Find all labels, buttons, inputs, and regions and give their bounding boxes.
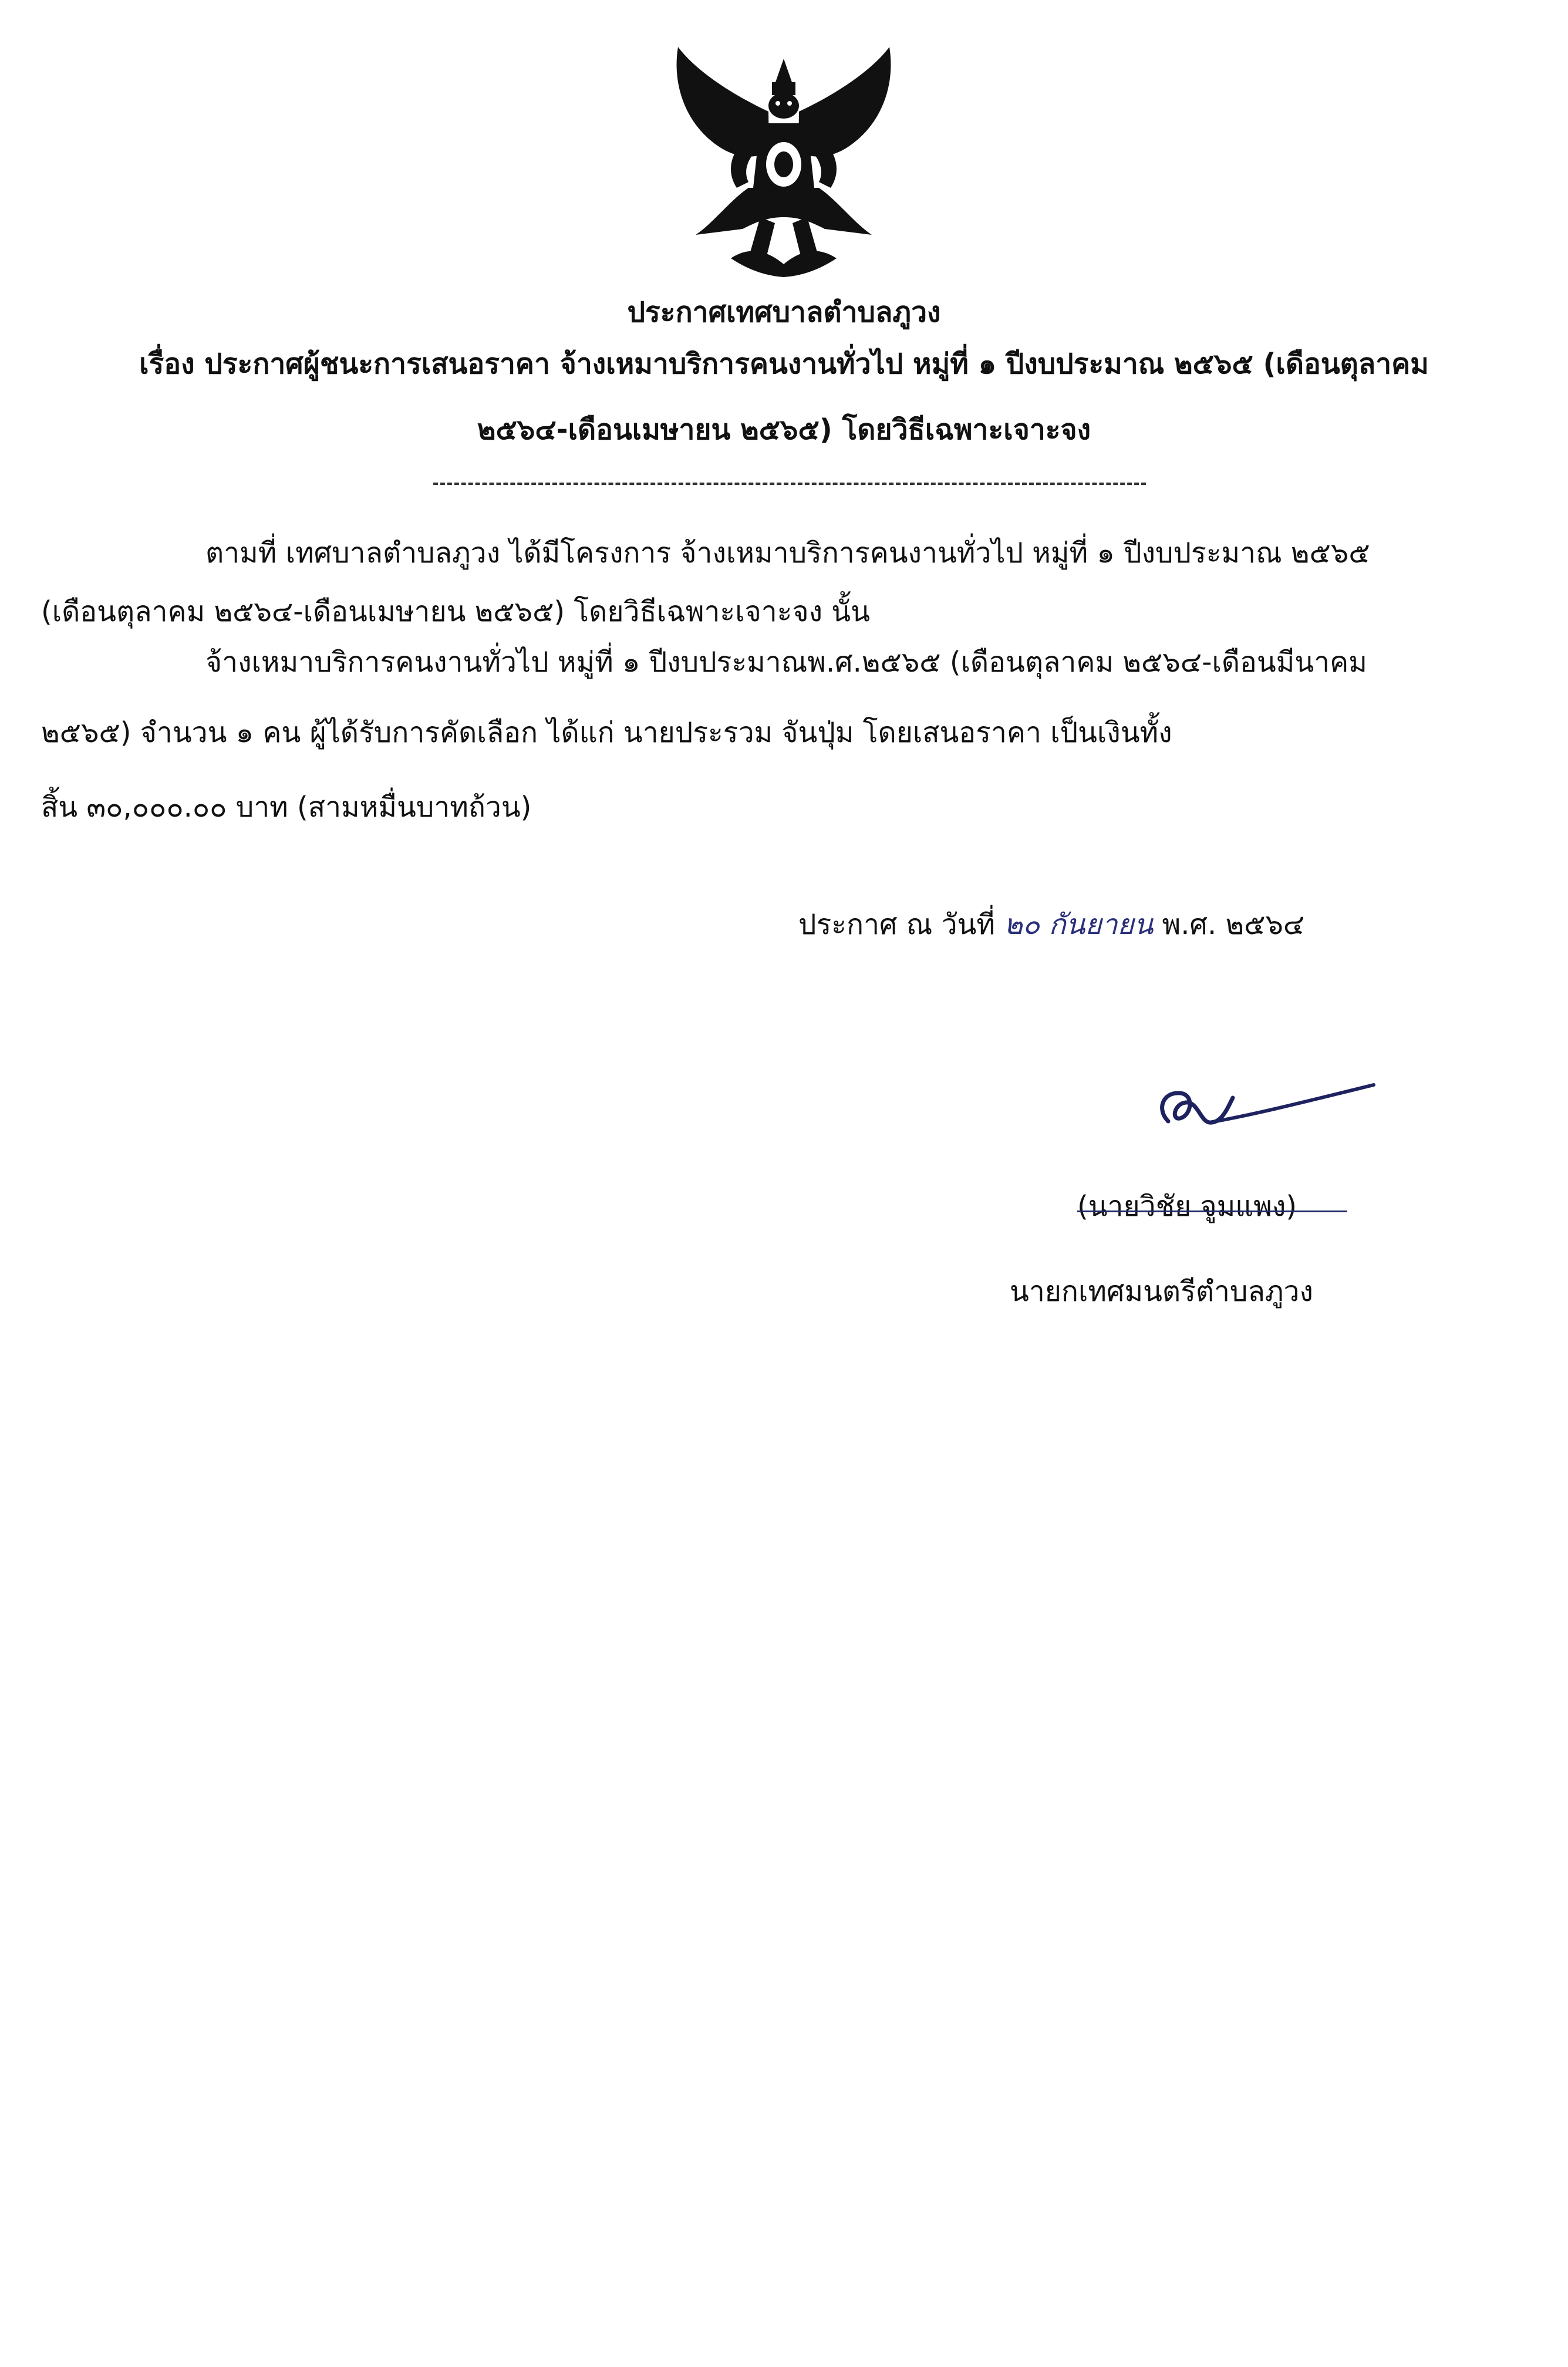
body-line-1: ตามที่ เทศบาลตำบลภูวง ได้มีโครงการ จ้างเหมาบริการคนงานทั่วไป หมู่ที่ ๑ ปีงบประมาณ ๒๕๖๕ xyxy=(205,537,1370,569)
announcement-date xyxy=(798,907,1304,942)
signer-name: (นายวิชัย จูมแพง) xyxy=(1077,1190,1297,1223)
handwritten-signature xyxy=(1145,1057,1380,1145)
body-line-3: จ้างเหมาบริการคนงานทั่วไป หมู่ที่ ๑ ปีงบประมาณพ.ศ.๒๕๖๕ (เดือนตุลาคม ๒๕๖๔-เดือนมีนาคม xyxy=(205,646,1367,679)
signature-strike-line xyxy=(1077,1211,1347,1212)
date-suffix: พ.ศ. ๒๕๖๔ xyxy=(1162,908,1305,941)
garuda-emblem-icon xyxy=(660,47,907,282)
handwritten-day: ๒๐ xyxy=(1004,908,1040,941)
body-line-2: (เดือนตุลาคม ๒๕๖๔-เดือนเมษายน ๒๕๖๕) โดยวิธีเฉพาะเจาะจง นั้น xyxy=(41,595,870,628)
body-line-4: ๒๕๖๕) จำนวน ๑ คน ผู้ได้รับการคัดเลือก ได้แก่ นายประรวม จันปุ่ม โดยเสนอราคา เป็นเงินทั้ง xyxy=(41,716,1172,749)
body-line-5: สิ้น ๓๐,๐๐๐.๐๐ บาท (สามหมื่นบาทถ้วน) xyxy=(41,791,532,824)
subject-line-1: เรื่อง ประกาศผู้ชนะการเสนอราคา จ้างเหมาบริการคนงานทั่วไป หมู่ที่ ๑ ปีงบประมาณ ๒๕๖๕ (เดือนตุลาคม xyxy=(139,348,1429,380)
signer-position: นายกเทศมนตรีตำบลภูวง xyxy=(1010,1275,1313,1308)
announcement-title: ประกาศเทศบาลตำบลภูวง xyxy=(627,296,941,329)
handwritten-month: กันยายน xyxy=(1048,908,1154,941)
dashed-divider xyxy=(433,483,1146,485)
date-prefix: ประกาศ ณ วันที่ xyxy=(798,908,995,941)
subject-line-2: ๒๕๖๔-เดือนเมษายน ๒๕๖๕) โดยวิธีเฉพาะเจาะจง xyxy=(477,413,1091,446)
